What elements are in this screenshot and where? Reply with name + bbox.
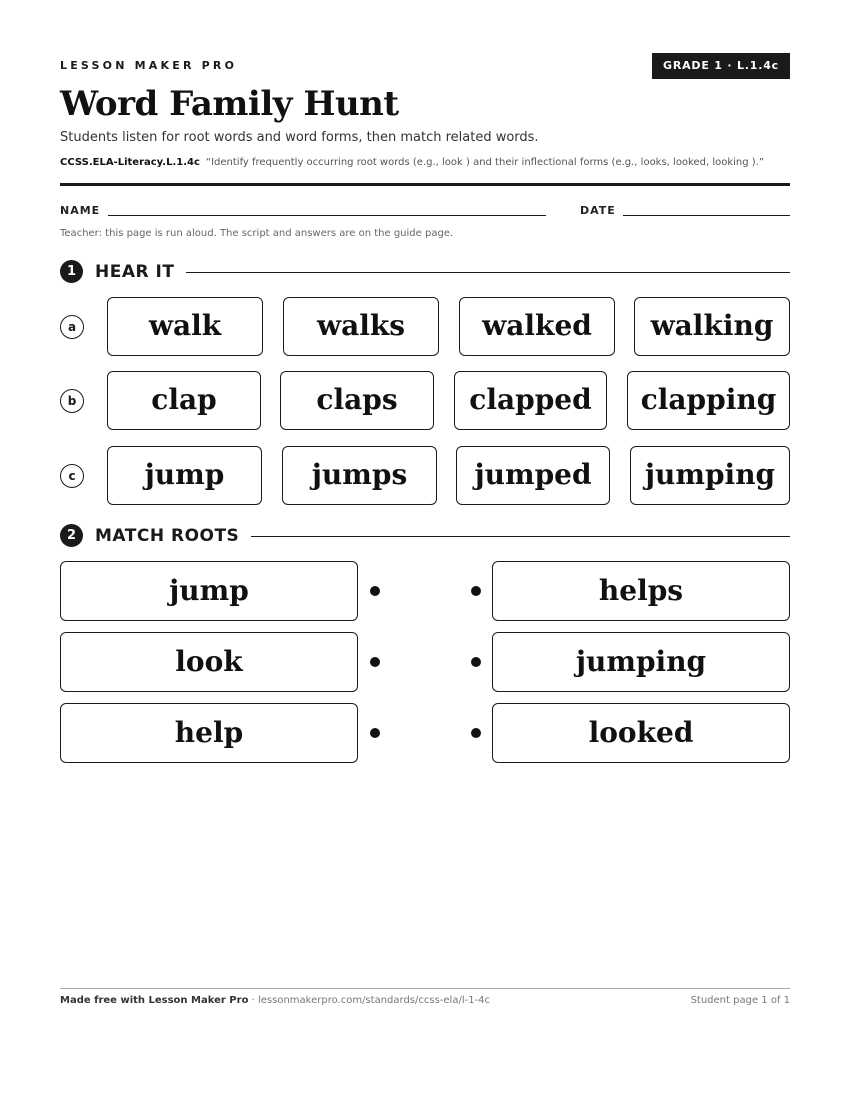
match-dot-left[interactable] (370, 657, 380, 667)
word-card[interactable]: clapping (627, 371, 790, 430)
footer-made-with: Made free with Lesson Maker Pro (60, 995, 249, 1006)
word-card[interactable]: jumped (456, 446, 610, 505)
section-hear-it-header (60, 260, 790, 284)
match-right-card[interactable]: helps (492, 561, 790, 621)
header-divider (60, 183, 790, 186)
section-divider (95, 272, 790, 273)
word-card[interactable]: jumps (282, 446, 437, 505)
worksheet-page (60, 0, 790, 1100)
date-label: DATE (580, 204, 616, 217)
match-left-card[interactable]: look (60, 632, 358, 692)
word-card[interactable]: jump (107, 446, 262, 505)
word-card[interactable]: walks (283, 297, 439, 356)
page-subtitle: Students listen for root words and word forms, then match related words. (60, 130, 539, 145)
match-left-card[interactable]: help (60, 703, 358, 763)
row-label-a: a (60, 315, 84, 339)
row-label-c: c (60, 464, 84, 488)
date-field[interactable] (623, 215, 790, 216)
match-dot-right[interactable] (471, 586, 481, 596)
footer-divider (60, 988, 790, 989)
section-number: 2 (60, 524, 83, 547)
match-right-card[interactable]: jumping (492, 632, 790, 692)
section-match-roots-header (60, 524, 790, 548)
word-card[interactable]: walking (634, 297, 790, 356)
brand-name: LESSON MAKER PRO (60, 59, 238, 72)
page-title: Word Family Hunt (60, 84, 399, 124)
section-number: 1 (60, 260, 83, 283)
footer-url[interactable]: · lessonmakerpro.com/standards/ccss-ela/l-1-4c (248, 995, 491, 1006)
section-title: HEAR IT (95, 260, 186, 284)
word-card[interactable]: claps (280, 371, 434, 430)
standard-code: CCSS.ELA-Literacy.L.1.4c (60, 157, 200, 168)
match-dot-left[interactable] (370, 586, 380, 596)
standard-text: “Identify frequently occurring root words (e.g., look ) and their inflectional forms (e.g., looks, looked, looking ).” (205, 157, 765, 168)
word-card[interactable]: clapped (454, 371, 607, 430)
teacher-note: Teacher: this page is run aloud. The script and answers are on the guide page. (60, 228, 454, 239)
match-dot-right[interactable] (471, 728, 481, 738)
match-dot-left[interactable] (370, 728, 380, 738)
match-dot-right[interactable] (471, 657, 481, 667)
page-indicator: Student page 1 of 1 (690, 995, 790, 1006)
word-card[interactable]: jumping (630, 446, 790, 505)
grade-badge: GRADE 1 · L.1.4c (652, 53, 790, 79)
standard-line (60, 157, 764, 168)
name-field[interactable] (108, 215, 546, 216)
word-card[interactable]: clap (107, 371, 261, 430)
word-card[interactable]: walk (107, 297, 263, 356)
match-left-card[interactable]: jump (60, 561, 358, 621)
match-right-card[interactable]: looked (492, 703, 790, 763)
name-label: NAME (60, 204, 101, 217)
row-label-b: b (60, 389, 84, 413)
word-card[interactable]: walked (459, 297, 615, 356)
footer-credit (60, 995, 490, 1006)
section-title: MATCH ROOTS (95, 524, 251, 548)
